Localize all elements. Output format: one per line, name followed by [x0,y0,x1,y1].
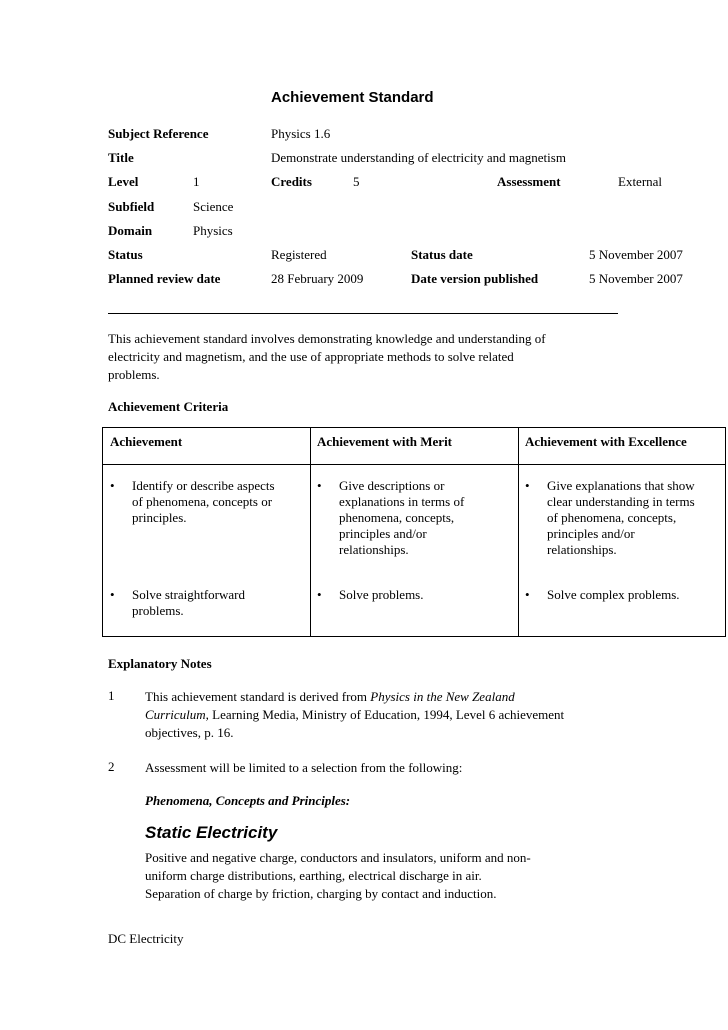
page-title: Achievement Standard [271,89,434,106]
bullet-icon: • [317,587,322,602]
note-citation: Curriculum, [145,707,209,722]
criteria-text-line: relationships. [339,542,409,557]
status-date-label: Status date [411,247,473,262]
intro-paragraph [108,330,623,384]
criteria-text-line: problems. [132,603,184,618]
bullet-icon: • [110,478,115,493]
column-header-merit: Achievement with Merit [317,434,453,449]
static-text-line: uniform charge distributions, earthing, electrical discharge in air. [145,868,482,883]
note-text: This achievement standard is derived from [145,689,371,704]
bullet-icon: • [525,587,530,602]
pcp-heading: Phenomena, Concepts and Principles: [145,793,351,808]
column-header-excellence: Achievement with Excellence [525,434,687,449]
note-number: 2 [108,759,115,774]
criteria-text-line: Solve complex problems. [547,587,680,602]
note-text: objectives, p. 16. [145,725,234,740]
note-number: 1 [108,688,115,703]
planned-review-value: 28 February 2009 [271,271,364,286]
notes-heading: Explanatory Notes [108,656,212,671]
table-column-divider [518,428,519,636]
title-label: Title [108,150,134,165]
criteria-text-line: explanations in terms of [339,494,465,509]
criteria-text-line: phenomena, concepts, [339,510,455,525]
subject-reference-value: Physics 1.6 [271,126,331,141]
status-value: Registered [271,247,327,262]
bullet-icon: • [317,478,322,493]
intro-line: problems. [108,367,160,382]
date-version-label: Date version published [411,271,539,286]
status-date-value: 5 November 2007 [589,247,683,262]
criteria-text-line: principles and/or [339,526,427,541]
title-value: Demonstrate understanding of electricity and magnetism [271,150,566,165]
level-label: Level [108,174,139,189]
criteria-text-line: Solve problems. [339,587,424,602]
static-electricity-heading: Static Electricity [145,823,278,842]
domain-label: Domain [108,223,153,238]
criteria-text-line: principles and/or [547,526,635,541]
subject-reference-label: Subject Reference [108,126,209,141]
table-header-divider [103,464,725,465]
note-1-body [145,688,635,742]
level-value: 1 [193,174,200,189]
criteria-text-line: principles. [132,510,187,525]
criteria-text-line: of phenomena, concepts or [132,494,273,509]
intro-line: electricity and magnetism, and the use of appropriate methods to solve related [108,349,514,364]
planned-review-label: Planned review date [108,271,221,286]
divider [108,313,618,314]
criteria-table [102,427,726,637]
table-column-divider [310,428,311,636]
dc-electricity-heading: DC Electricity [108,931,184,946]
criteria-text-line: clear understanding in terms [547,494,695,509]
criteria-text-line: of phenomena, concepts, [547,510,677,525]
credits-label: Credits [271,174,312,189]
bullet-icon: • [525,478,530,493]
note-citation: Physics in the New Zealand [370,689,515,704]
criteria-text-line: Solve straightforward [132,587,246,602]
static-text-line: Positive and negative charge, conductors and insulators, uniform and non- [145,850,531,865]
criteria-text-line: relationships. [547,542,617,557]
status-label: Status [108,247,143,262]
assessment-label: Assessment [497,174,561,189]
note-2-body: Assessment will be limited to a selection from the following: [145,760,463,775]
criteria-text-line: Give descriptions or [339,478,445,493]
credits-value: 5 [353,174,360,189]
criteria-heading: Achievement Criteria [108,399,229,414]
subfield-value: Science [193,199,234,214]
domain-value: Physics [193,223,233,238]
assessment-value: External [618,174,663,189]
date-version-value: 5 November 2007 [589,271,683,286]
criteria-text-line: Identify or describe aspects [132,478,275,493]
criteria-text-line: Give explanations that show [547,478,695,493]
note-text: Learning Media, Ministry of Education, 1994, Level 6 achievement [208,707,565,722]
static-text-line: Separation of charge by friction, charging by contact and induction. [145,886,497,901]
intro-line: This achievement standard involves demonstrating knowledge and understanding of [108,331,546,346]
static-electricity-body [145,849,635,903]
column-header-achievement: Achievement [110,434,183,449]
subfield-label: Subfield [108,199,155,214]
bullet-icon: • [110,587,115,602]
